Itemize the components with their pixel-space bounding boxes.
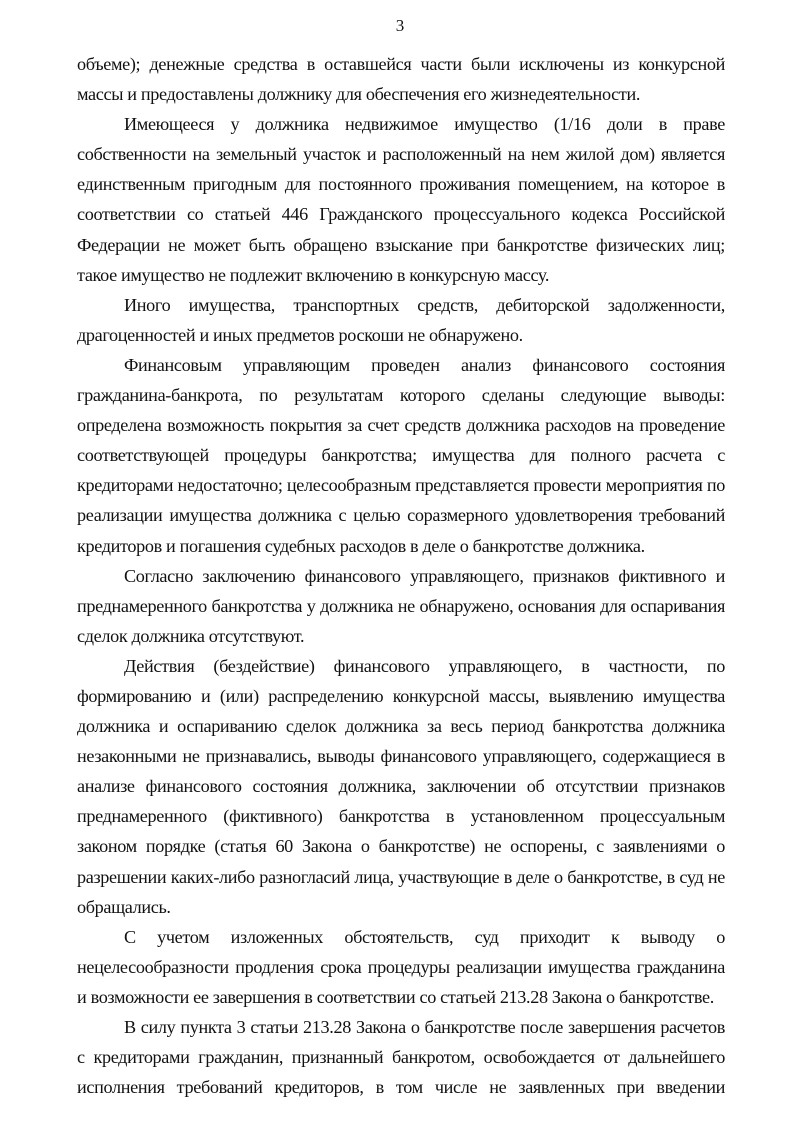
paragraph-debt-release: В силу пункта 3 статьи 213.28 Закона о банкротстве после завершения расчетов с кредиторами гражданин, признанный банкротом, освобождается от дальнейшего исполнения требований кредиторов, в том числе не заявленных при введении <box>77 1017 725 1098</box>
paragraph-no-other-property: Иного имущества, транспортных средств, дебиторской задолженности, драгоценностей и иных предметов роскоши не обнаружено. <box>77 294 725 345</box>
paragraph-manager-actions: Действия (бездействие) финансового управляющего, в частности, по формированию и (или) распределению конкурсной массы, выявлению имущества должника и оспариванию сделок должника за весь период банкротства должника незаконными не признавались, выводы финансового управляющего, содержащиеся в анализе финансового состояния должника, заключении об отсутствии признаков преднамеренного (фиктивного) банкротства в установленном процессуальным законом порядке (статья 60 Закона о банкротстве) не оспорены, с заявлениями о разрешении каких-либо разногласий лица, участвующие в деле о банкротстве, в суд не обращались. <box>77 655 725 917</box>
paragraph-no-fictitious-bankruptcy: Согласно заключению финансового управляющего, признаков фиктивного и преднамеренного банкротства у должника не обнаружено, основания для оспаривания сделок должника отсутствуют. <box>77 565 725 646</box>
paragraph-financial-analysis: Финансовым управляющим проведен анализ финансового состояния гражданина-банкрота, по результатам которого сделаны следующие выводы: определена возможность покрытия за счет средств должника расходов на проведение соответствующей процедуры банкротства; имущества для полного расчета с кредиторами недостаточно; целесообразным представляется провести мероприятия по реализации имущества должника с целью соразмерного удовлетворения требований кредиторов и погашения судебных расходов в деле о банкротстве должника. <box>77 354 725 556</box>
page-number: 3 <box>395 16 405 35</box>
paragraph-continuation: объеме); денежные средства в оставшейся части были исключены из конкурсной массы и предоставлены должнику для обеспечения его жизнедеятельности. <box>77 54 725 105</box>
document-body <box>77 49 725 1102</box>
paragraph-court-conclusion: С учетом изложенных обстоятельств, суд приходит к выводу о нецелесообразности продления срока процедуры реализации имущества гражданина и возможности ее завершения в соответствии со статьей 213.28 Закона о банкротстве. <box>77 926 725 1007</box>
paragraph-sole-housing: Имеющееся у должника недвижимое имущество (1/16 доли в праве собственности на земельный участок и расположенный на нем жилой дом) является единственным пригодным для постоянного проживания помещением, на которое в соответствии со статьей 446 Гражданского процессуального кодекса Российской Федерации не может быть обращено взыскание при банкротстве физических лиц; такое имущество не подлежит включению в конкурсную массу. <box>77 114 725 285</box>
